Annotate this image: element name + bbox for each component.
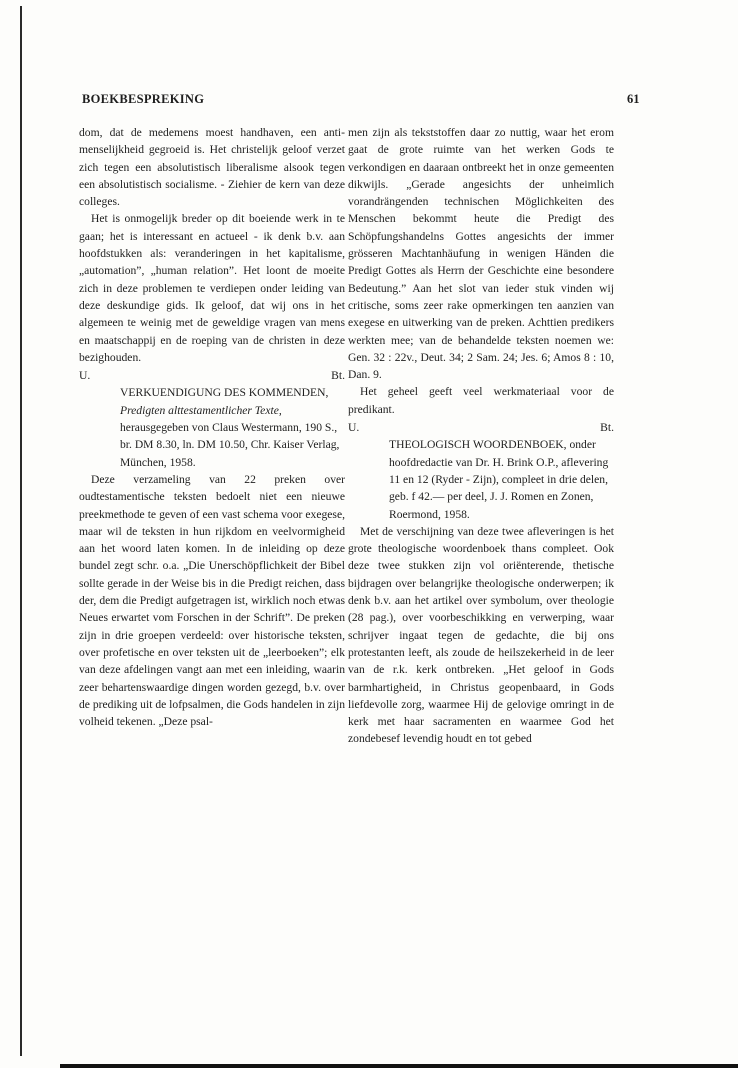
review3-body: Met de verschijning van deze twee afleveringen is het grote theologische woordenboek thans compleet. Ook deze twee stukken zijn vol oriënterende, thetische bijdragen over belangrijke theologische onderwerpen; ik denk b.v. aan het artikel over symbolum, over theologie (28 pag.), over voorbeschikking en verwerping, waar schrijver ingaat tegen de gedachte, die bij ons protestanten leeft, als zoude de heilszekerheid in de leer van de r.k. kerk ontbreken. „Het geloof in Gods barmhartigheid, in Christus geopenbaard, in Gods liefdevolle zorg, waarmee Hij de gelovige omringt in de kerk met haar sacramenten en waarmee God het zondebesef levendig houdt en tot gebed: [348, 524, 614, 746]
review2-heading-title: Predigten alttestamentlicher Texte,: [120, 403, 282, 417]
review1-signature: [79, 367, 345, 384]
scan-edge-bottom: [60, 1064, 738, 1068]
left-column: [79, 124, 345, 730]
review2-signature-right: Bt.: [600, 421, 614, 435]
review1-continuation: dom, dat de medemens moest handhaven, een anti-menselijkheid gegroeid is. Het christelijk geloof verzet zich tegen een absolutistisch liberalisme alsook tegen een absolutistisch socialisme. - Ziehier de kern van deze colleges.: [79, 126, 345, 209]
review2-continuation: men zijn als tekststoffen daar zo nuttig, waar het erom gaat de grote ruimte van het werken Gods te verkondigen en daaraan ontbreekt het in onze gemeenten dikwijls. „Gerade angesichts der unheimlich vorandrängenden technischen Möglichkeiten des Menschen bekommt heute die Predigt des Schöpfungshandelns Gottes angesichts der immer grösseren Machtanhäufung in wenigen Händen die Predigt Gottes als Herrn der Geschichte eine besondere Bedeutung.” Aan het slot van ieder stuk vinden wij critische, soms zeer rake opmerkingen ten aanzien van exegese en uitwerking van de preken. Achttien predikers werkten mee; van de behandelde teksten noemen we: Gen. 32 : 22v., Deut. 34; 2 Sam. 24; Jes. 6; Amos 8 : 10, Dan. 9.: [348, 126, 614, 382]
review1-signature-left: U.: [79, 369, 91, 383]
review2-body: Deze verzameling van 22 preken over oudtestamentische teksten bedoelt niet een nieuwe preekmethode te geven of een vast schema voor exegese, maar wil de teksten in hun rijkdom en veelvormigheid aan het woord laten komen. In de inleiding op deze bundel zegt schr. o.a. „Die Unerschöpflichkeit der Bibel sollte gerade in der Weise bis in die Predigt reichen, dass der, dem die Predigt aufgetragen ist, wirklich noch etwas Neues erwartet vom Forschen in der Schrift”. De preken zijn in drie groepen verdeeld: over historische teksten, over profetische en over teksten uit de „leerboeken”; elk van deze afdelingen vangt aan met een inleiding, waarin zeer behartenswaardige dingen worden gezegd, b.v. over de prediking uit de lofpsalmen, die Gods handelen in zijn volheid tekenen. „Deze psal-: [79, 472, 345, 729]
right-column: [348, 124, 614, 748]
review3-heading: THEOLOGISCH WOORDENBOEK, onder hoofdredactie van Dr. H. Brink O.P., aflevering 11 en 12 (Ryder - Zijn), compleet in drie delen, geb. f 42.— per deel, J. J. Romen en Zonen, Roermond, 1958.: [389, 438, 609, 521]
scan-edge-left: [20, 6, 22, 1056]
page-number: 61: [627, 92, 640, 106]
review2-paragraph-2: Het geheel geeft veel werkmateriaal voor de predikant.: [348, 385, 614, 416]
review1-paragraph-2: Het is onmogelijk breder op dit boeiende werk in te gaan; het is interessant en actueel - ik denk b.v. aan hoofdstukken als: veranderingen in het kapitalisme, „automation”, „human relation”. Het loont de moeite zich in deze problemen te verdiepen onder leiding van deze deskundige gids. Ik geloof, dat wij ons in het algemeen te weinig met de geweldige vragen van mens en maatschappij en de roeping van de christen in deze bezighouden.: [79, 212, 345, 364]
running-head: BOEKBESPREKING: [82, 92, 205, 106]
review2-heading-part1: VERKUENDIGUNG DES KOMMENDEN,: [120, 386, 329, 400]
review2-heading: [79, 384, 345, 470]
review2-signature: [348, 419, 614, 436]
review2-signature-left: U.: [348, 421, 360, 435]
review2-heading-part2: herausgegeben von Claus Westermann, 190 S., br. DM 8.30, ln. DM 10.50, Chr. Kaiser Verlag, München, 1958.: [120, 421, 340, 469]
review1-signature-right: Bt.: [331, 369, 345, 383]
